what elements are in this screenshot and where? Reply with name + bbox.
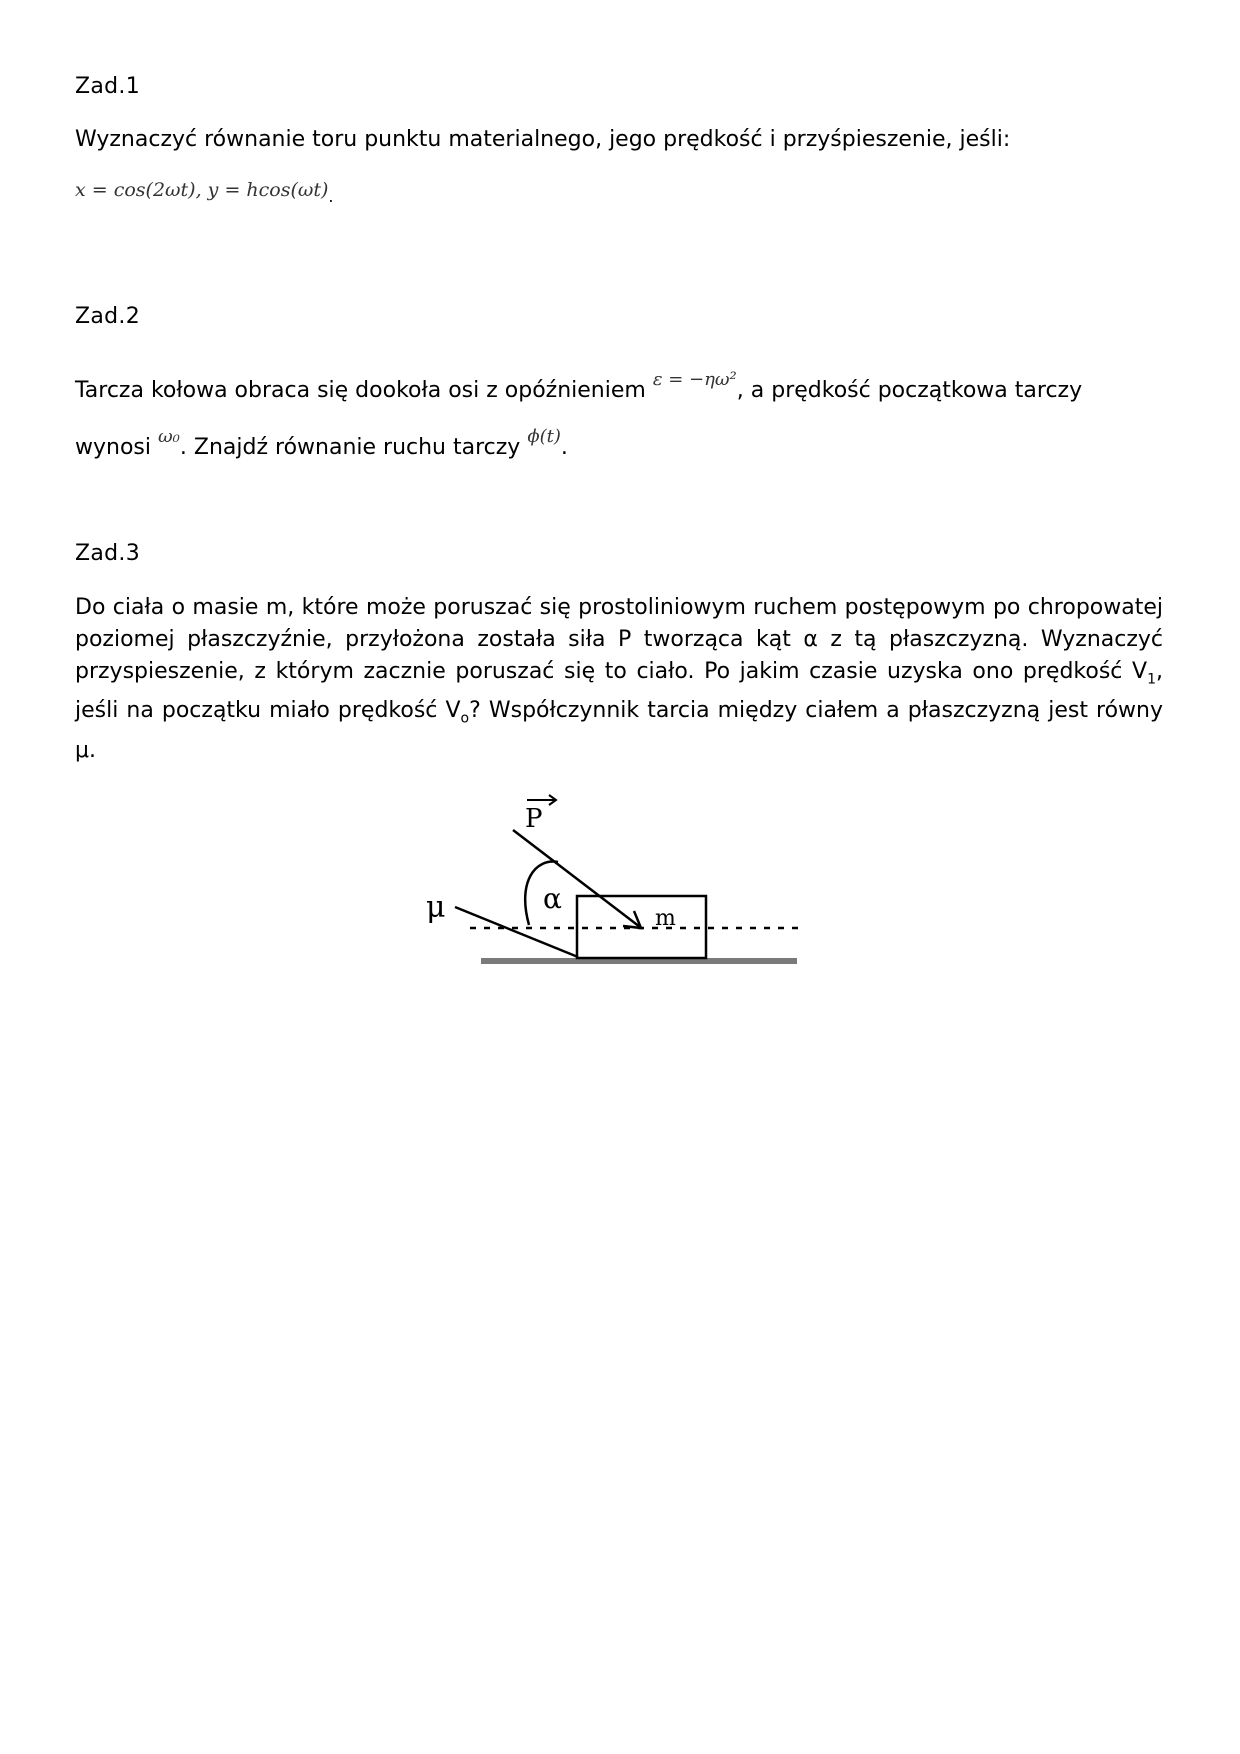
task-2-text-b: , a prędkość początkowa tarczy (736, 378, 1083, 403)
task-1-heading: Zad.1 (75, 74, 141, 99)
task-2-formula-phi: ϕ(t) (527, 426, 561, 447)
task-3-text-1: Do ciała o masie m, które może poruszać się prostoliniowym ruchem postępowym po chropowatej poziomej płaszczyźnie, przyłożona została siła P tworząca kąt α z tą płaszczyzną. Wyznaczyć przyspieszenie, z którym zacznie poruszać się to ciało. Po jakim czasie uzyska ono prędkość V (75, 595, 1163, 684)
task-2-text-e: . (560, 435, 568, 460)
force-label: P (525, 804, 543, 834)
task-1-formula: x = cos(2ωt), y = hcos(ωt) (75, 179, 329, 201)
task-2-formula-deceleration: ε = −ηω² (652, 369, 737, 390)
task-2-text-d: . Znajdź równanie ruchu tarczy (179, 435, 521, 460)
friction-label: μ (426, 890, 446, 925)
angle-label: α (543, 882, 562, 915)
task-3-sub-2: o (460, 710, 470, 727)
mass-label: m (655, 906, 676, 931)
task-1-formula-end: . (328, 187, 334, 206)
task-3-text-2: , jeśli na początku miało prędkość V (75, 659, 1163, 724)
task-3-heading: Zad.3 (75, 541, 141, 566)
task-2-heading: Zad.2 (75, 304, 141, 329)
task-2-text-a: Tarcza kołowa obraca się dookoła osi z opóźnieniem (75, 378, 646, 403)
task-1-text: Wyznaczyć równanie toru punktu materialnego, jego prędkość i przyśpieszenie, jeśli: (75, 127, 1011, 152)
task-3-text-3: ? Współczynnik tarcia między ciałem a płaszczyzną jest równy μ. (75, 698, 1163, 763)
task-3-sub-1: 1 (1147, 671, 1156, 688)
task-2-formula-omega0: ω₀ (158, 426, 180, 447)
task-2-text-c: wynosi (75, 435, 151, 460)
